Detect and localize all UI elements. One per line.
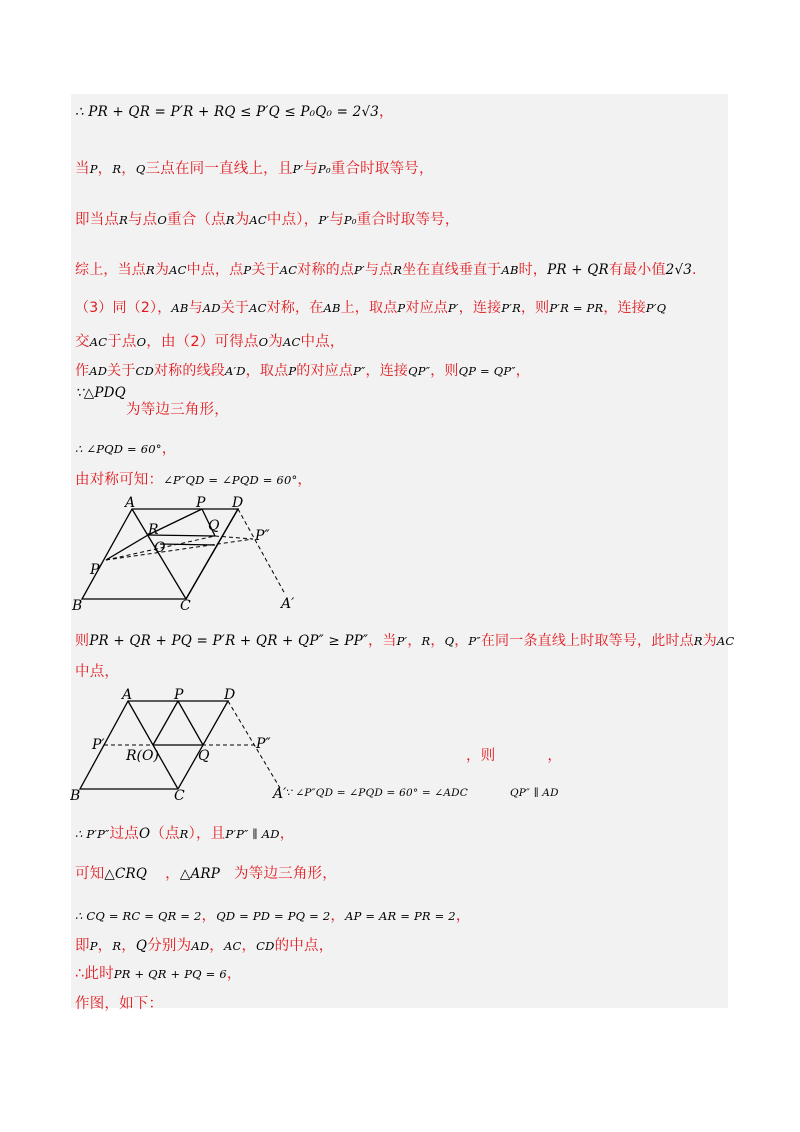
text-line-19: 即P，R，Q分别为AD，AC，CD的中点，: [75, 938, 334, 954]
text-line-21: 作图，如下：: [75, 996, 164, 1012]
text-line-20: ∴此时PR + QR + PQ = 6，: [75, 966, 242, 982]
segment-PR: [153, 701, 178, 745]
text-line-14: ，则 ，: [466, 748, 563, 764]
label-D: D: [224, 687, 236, 703]
text-line-16: ∴ P′P″过点O（点R），且P′P″ ∥ AD，: [75, 826, 295, 842]
label-Q: Q: [198, 748, 210, 764]
label-Ap: A′: [273, 786, 287, 802]
geometry-figure-2: [70, 686, 300, 804]
text-line-5: （3）同（2），AB与AD关于AC对称，在AB上，取点P对应点P′，连接P′R，则P′R = PR，连接P′Q: [75, 300, 667, 316]
text-line-18: ∴ CQ = RC = QR = 2，QD = PD = PQ = 2，AP = AR = PR = 2，: [75, 908, 471, 924]
text-line-8: ∵△PDQ: [75, 385, 126, 401]
text-line-9: 为等边三角形，: [126, 402, 229, 418]
label-Pp: P′: [92, 737, 105, 753]
segment-PQ: [178, 701, 203, 745]
text-line-10: ∴ ∠PQD = 60°，: [75, 441, 177, 457]
label-Ppp: P″: [255, 528, 270, 544]
geometry-figure-1: [70, 492, 310, 614]
label-B: B: [70, 788, 81, 804]
label-O: O: [154, 540, 166, 556]
label-RO: R(O): [126, 748, 159, 764]
label-C: C: [180, 598, 191, 614]
text-line-13: 中点，: [75, 664, 120, 680]
text-line-2: 当P，R，Q三点在同一直线上，且P′与P₀重合时取等号，: [75, 161, 434, 177]
label-P: P: [174, 687, 184, 703]
segment-OQ: [160, 544, 215, 545]
label-Ap: A′: [281, 596, 295, 612]
text-line-3: 即当点R与点O重合（点R为AC中点），P′与P₀重合时取等号，: [75, 212, 460, 228]
segment-PpR: [106, 535, 148, 560]
label-R: R: [148, 522, 159, 538]
text-line-4: 综上，当点R为AC中点，点P关于AC对称的点P′与点R坐在直线垂直于AB时，PR + QR有最小值2√3.: [75, 262, 697, 278]
label-C: C: [174, 788, 185, 804]
text-line-15: ∵ ∠P″QD = ∠PQD = 60° = ∠ADC QP″ ∥ AD: [285, 787, 559, 799]
text-line-11: 由对称可知：∠P″QD = ∠PQD = 60°，: [75, 472, 313, 488]
label-Ppp: P″: [256, 736, 271, 752]
label-B: B: [72, 598, 83, 614]
dashed-PpPpp: [106, 539, 253, 560]
label-Q: Q: [208, 518, 220, 534]
dashed-DAp: [238, 509, 285, 594]
label-P: P: [196, 495, 206, 511]
text-line-12: 则PR + QR + PQ = P′R + QR + QP″ ≥ PP″，当P′，R，Q，P″在同一条直线上时取等号，此时点R为AC: [75, 633, 735, 649]
text-line-7: 作AD关于CD对称的线段A′D，取点P的对应点P″，连接QP″，则QP = QP″，: [75, 363, 530, 379]
label-A: A: [125, 495, 136, 511]
text-line-1: ∴ PR + QR = P′R + RQ ≤ P′Q ≤ P₀Q₀ = 2√3，: [75, 104, 394, 120]
label-Pp: P′: [90, 562, 103, 578]
label-A: A: [122, 687, 133, 703]
label-D: D: [232, 495, 244, 511]
text-line-17: 可知△CRQ ，△ARP 为等边三角形，: [75, 866, 337, 882]
text-line-6: 交AC于点O，由（2）可得点O为AC中点，: [75, 334, 345, 350]
